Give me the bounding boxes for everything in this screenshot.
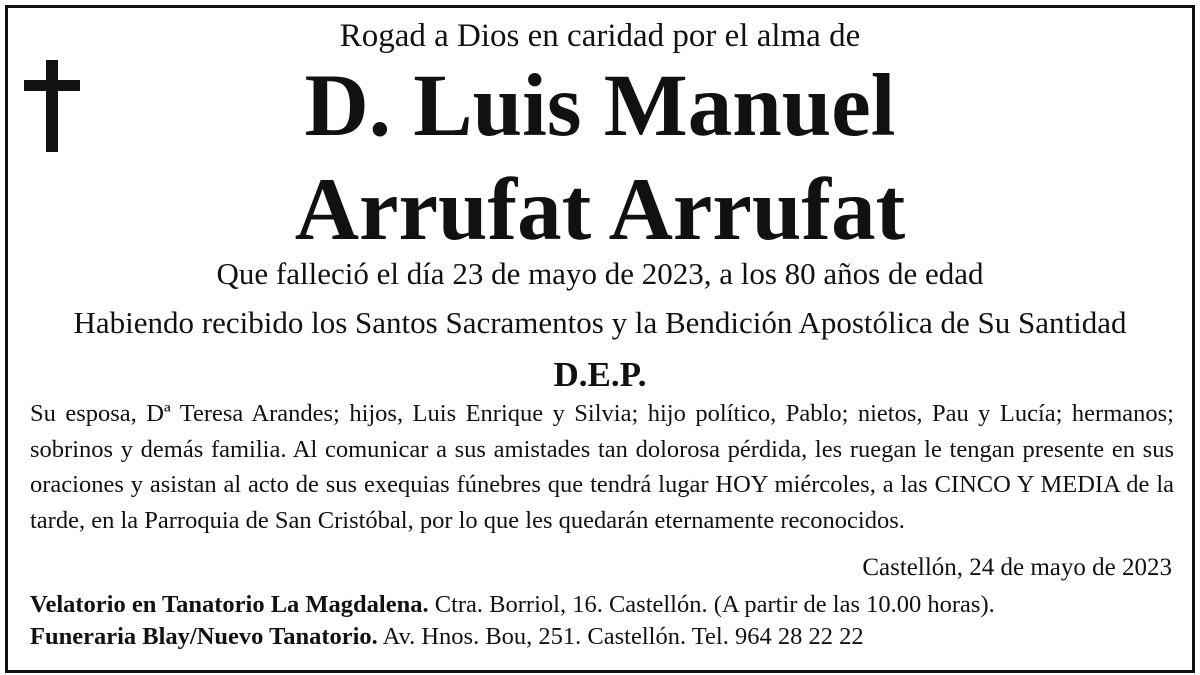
obituary-header: Rogad a Dios en caridad por el alma de (339, 18, 861, 54)
sacraments-line: Habiendo recibido los Santos Sacramentos y la Bendición Apostólica de Su Santidad (73, 305, 1127, 340)
funeral-home-detail: Av. Hnos. Bou, 251. Castellón. Tel. 964 28 22 22 (377, 623, 864, 650)
death-date-line: Que falleció el día 23 de mayo de 2023, a los 80 años de edad (216, 256, 984, 291)
dep-heading: D.E.P. (553, 355, 647, 394)
wake-info-line (30, 589, 995, 621)
funeral-home-label: Funeraria Blay/Nuevo Tanatorio. (30, 623, 378, 650)
place-and-date: Castellón, 24 de mayo de 2023 (862, 554, 1172, 581)
funeral-home-line (30, 621, 864, 653)
wake-location-label: Velatorio en Tanatorio La Magdalena. (30, 591, 429, 618)
deceased-name-first: D. Luis Manuel (304, 57, 896, 155)
family-announcement-text: Su esposa, Dª Teresa Arandes; hijos, Luis Enrique y Silvia; hijo político, Pablo; nietos, Pau y Lucía; hermanos; sobrinos y demás familia. Al comunicar a sus amistades tan dolorosa pérdida, les ruegan le tengan presente en sus oraciones y asistan al acto de sus exequias fúnebres que tendrá lugar HOY miércoles, a las CINCO Y MEDIA de la tarde, en la Parroquia de San Cristóbal, por lo que les quedarán eternamente reconocidos. (30, 400, 1174, 534)
wake-location-detail: Ctra. Borriol, 16. Castellón. (A partir de las 10.00 horas). (428, 591, 995, 618)
deceased-name-last: Arrufat Arrufat (294, 161, 906, 259)
